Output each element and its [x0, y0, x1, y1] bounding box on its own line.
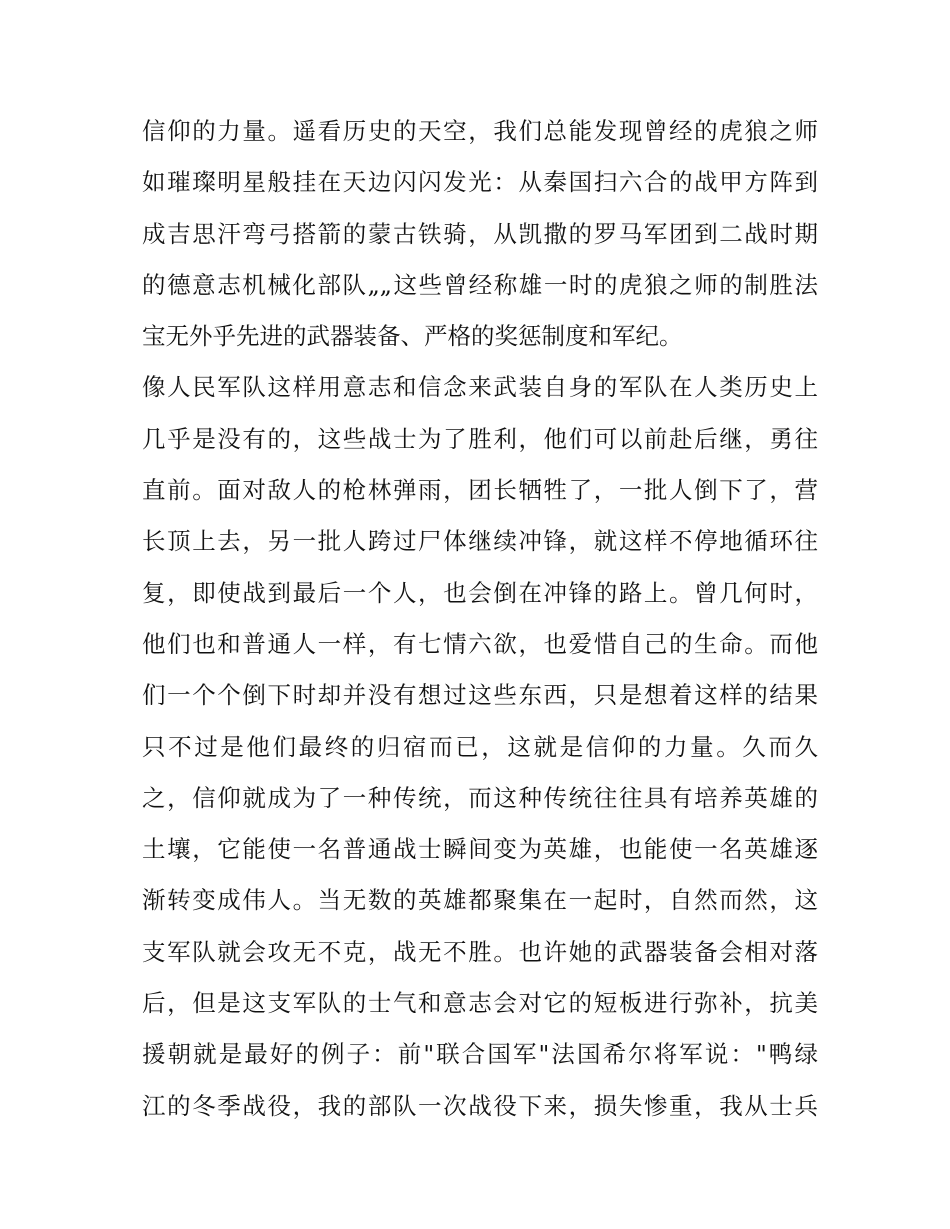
text-line: 成吉思汗弯弓搭箭的蒙古铁骑，从凯撒的罗马军团到二战时期 [142, 219, 818, 248]
text-line: 的德意志机械化部队„„这些曾经称雄一时的虎狼之师的制胜法 [142, 270, 818, 299]
text-line: 如璀璨明星般挂在天边闪闪发光：从秦国扫六合的战甲方阵到 [142, 168, 818, 197]
body-text [142, 106, 818, 1132]
text-line: 援朝就是最好的例子：前"联合国军"法国希尔将军说："鸭绿 [142, 1040, 818, 1069]
text-line: 长顶上去，另一批人跨过尸体继续冲锋，就这样不停地循环往 [142, 527, 818, 556]
text-line: 后，但是这支军队的士气和意志会对它的短板进行弥补，抗美 [142, 989, 818, 1018]
text-line: 像人民军队这样用意志和信念来武装自身的军队在人类历史上 [142, 373, 818, 402]
text-line: 渐转变成伟人。当无数的英雄都聚集在一起时，自然而然，这 [142, 886, 818, 915]
text-line: 复，即使战到最后一个人，也会倒在冲锋的路上。曾几何时， [142, 578, 818, 607]
text-line: 土壤，它能使一名普通战士瞬间变为英雄，也能使一名英雄逐 [142, 835, 818, 864]
text-line: 信仰的力量。遥看历史的天空，我们总能发现曾经的虎狼之师 [142, 117, 818, 145]
text-line: 他们也和普通人一样，有七情六欲，也爱惜自己的生命。而他 [142, 629, 818, 658]
text-line: 几乎是没有的，这些战士为了胜利，他们可以前赴后继，勇往 [142, 424, 818, 453]
text-line: 之，信仰就成为了一种传统，而这种传统往往具有培养英雄的 [142, 783, 818, 812]
text-line: 只不过是他们最终的归宿而已，这就是信仰的力量。久而久 [142, 732, 818, 761]
text-line: 支军队就会攻无不克，战无不胜。也许她的武器装备会相对落 [142, 937, 818, 966]
text-line: 宝无外乎先进的武器装备、严格的奖惩制度和军纪。 [142, 322, 683, 351]
text-line: 们一个个倒下时却并没有想过这些东西，只是想着这样的结果 [142, 681, 818, 710]
text-line: 江的冬季战役，我的部队一次战役下来，损失惨重，我从士兵 [142, 1091, 818, 1120]
text-line: 直前。面对敌人的枪林弹雨，团长牺牲了，一批人倒下了，营 [142, 476, 818, 505]
